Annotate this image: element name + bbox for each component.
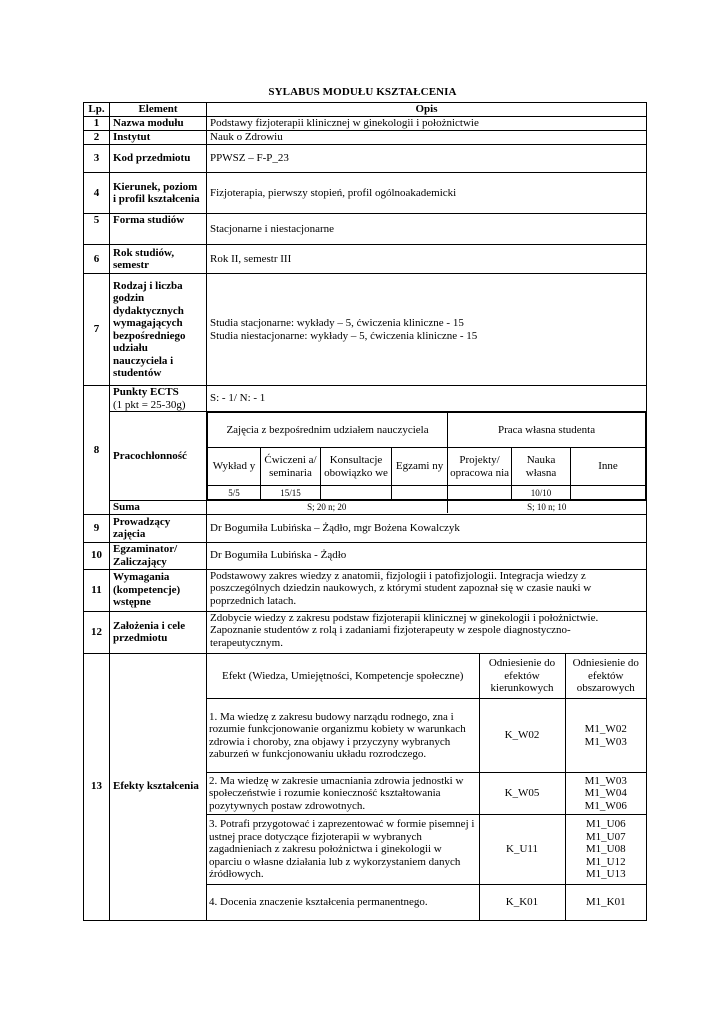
effect-row xyxy=(207,773,646,815)
value-exams xyxy=(392,486,448,500)
row-10 xyxy=(84,542,647,569)
obsz-code: M1_W02 xyxy=(584,723,627,735)
row-value: Stacjonarne i niestacjonarne xyxy=(207,214,647,245)
col-lectures: Wykład y xyxy=(208,448,261,486)
hours-stationary: Studia stacjonarne: wykłady – 5, ćwiczenia kliniczne - 15 xyxy=(210,317,464,329)
row-label: Prowadzący zajęcia xyxy=(110,514,207,542)
obsz-code: M1_U12 xyxy=(585,855,626,868)
row-label: Kierunek, poziom i profil kształcenia xyxy=(110,173,207,214)
row-label: Egzaminator/ Zaliczający xyxy=(110,542,207,569)
syllabus-table xyxy=(83,102,647,921)
header-lp: Lp. xyxy=(84,103,110,117)
row-label: Rodzaj i liczba godzin dydaktycznych wymagających bezpośredniego udziału nauczyciela i studentów xyxy=(110,274,207,386)
effect-obsz xyxy=(565,773,646,815)
row-8-workload xyxy=(84,412,647,501)
row-value: Podstawy fizjoterapii klinicznej w ginekologii i położnictwie xyxy=(207,117,647,131)
effects-table xyxy=(207,654,646,920)
row-label: Kod przedmiotu xyxy=(110,145,207,173)
row-label: Założenia i cele przedmiotu xyxy=(110,611,207,653)
value-consultations xyxy=(321,486,392,500)
row-13 xyxy=(84,653,647,920)
col-projects: Projekty/ opracowa nia xyxy=(448,448,512,486)
row-value: Dr Bogumiła Lubińska – Żądło, mgr Bożena Kowalczyk xyxy=(207,514,647,542)
ects-label: Punkty ECTS xyxy=(113,386,179,398)
effect-row xyxy=(207,815,646,885)
effect-row xyxy=(207,885,646,920)
effect-kier: K_W05 xyxy=(479,773,565,815)
sum-label: Suma xyxy=(110,501,207,515)
row-number: 8 xyxy=(84,386,110,515)
value-self-study: 10/10 xyxy=(512,486,571,500)
row-number: 11 xyxy=(84,569,110,611)
effect-text: 1. Ma wiedzę z zakresu budowy narządu rodnego, zna i rozumie funkcjonowanie organizmu kobiety w warunkach zdrowia i choroby, zna objawy i przyczyny wybranych zaburzeń w funkcjonowaniu układu rozrodczego. xyxy=(207,699,479,773)
row-number: 5 xyxy=(84,214,110,245)
row-number: 12 xyxy=(84,611,110,653)
header-row xyxy=(84,103,647,117)
row-7 xyxy=(84,274,647,386)
row-label: Forma studiów xyxy=(110,214,207,245)
obsz-code: M1_K01 xyxy=(585,896,626,908)
row-number: 1 xyxy=(84,117,110,131)
effect-row xyxy=(207,699,646,773)
row-2 xyxy=(84,131,647,145)
obsz-code: M1_U06 xyxy=(585,818,626,831)
row-value xyxy=(207,274,647,386)
hours-nonstationary: Studia niestacjonarne: wykłady – 5, ćwiczenia kliniczne - 15 xyxy=(210,329,478,342)
row-8-ects xyxy=(84,386,647,412)
row-label: Instytut xyxy=(110,131,207,145)
row-12 xyxy=(84,611,647,653)
row-1 xyxy=(84,117,647,131)
workload-table xyxy=(207,412,646,500)
ects-value: S: - 1/ N: - 1 xyxy=(207,386,647,412)
row-label: Nazwa modułu xyxy=(110,117,207,131)
row-value: Zdobycie wiedzy z zakresu podstaw fizjoterapii klinicznej w ginekologii i położnictwie. Zapoznanie studentów z rolą i zadaniami fizjoterapeuty w zespole diagnostyczno-terapeutycznym. xyxy=(207,611,647,653)
value-other xyxy=(571,486,646,500)
col-consultations: Konsultacje obowiązko we xyxy=(321,448,392,486)
ects-sub: (1 pkt = 25-30g) xyxy=(113,398,186,411)
workload-table-cell xyxy=(207,412,647,501)
row-6 xyxy=(84,245,647,274)
obsz-code: M1_W03 xyxy=(584,774,627,787)
workload-label: Pracochłonność xyxy=(110,412,207,501)
col-effect-header: Efekt (Wiedza, Umiejętności, Kompetencje społeczne) xyxy=(207,654,479,699)
header-element: Element xyxy=(110,103,207,117)
row-value: Fizjoterapia, pierwszy stopień, profil ogólnoakademicki xyxy=(207,173,647,214)
col-kier-header: Odniesienie do efektów kierunkowych xyxy=(479,654,565,699)
header-opis: Opis xyxy=(207,103,647,117)
row-value: PPWSZ – F-P_23 xyxy=(207,145,647,173)
effect-obsz xyxy=(565,699,646,773)
row-number: 2 xyxy=(84,131,110,145)
col-obsz-header: Odniesienie do efektów obszarowych xyxy=(565,654,646,699)
sum-direct: S; 20 n; 20 xyxy=(207,501,447,513)
obsz-code: M1_W06 xyxy=(584,799,627,812)
row-value: Dr Bogumiła Lubińska - Żądło xyxy=(207,542,647,569)
row-number: 10 xyxy=(84,542,110,569)
col-exams: Egzami ny xyxy=(392,448,448,486)
row-value: Podstawowy zakres wiedzy z anatomii, fizjologii i patofizjologii. Integracja wiedzy z poszczególnych dziedzin naukowych, z którymi student zapoznał się w czasie nauki w poprzednich latach. xyxy=(207,569,647,611)
row-label: Rok studiów, semestr xyxy=(110,245,207,274)
row-number: 7 xyxy=(84,274,110,386)
effect-kier: K_K01 xyxy=(479,885,565,920)
obsz-code: M1_U08 xyxy=(585,843,626,856)
ects-label-cell xyxy=(110,386,207,412)
row-number: 4 xyxy=(84,173,110,214)
row-8-sum xyxy=(84,501,647,515)
col-exercises: Ćwiczeni a/ seminaria xyxy=(261,448,321,486)
value-projects xyxy=(448,486,512,500)
row-value: Rok II, semestr III xyxy=(207,245,647,274)
col-other: Inne xyxy=(571,448,646,486)
col-self-study: Nauka własna xyxy=(512,448,571,486)
group-self-header: Praca własna studenta xyxy=(448,413,646,448)
sum-table xyxy=(207,501,646,513)
row-label: Wymagania (kompetencje) wstępne xyxy=(110,569,207,611)
row-number: 9 xyxy=(84,514,110,542)
row-11 xyxy=(84,569,647,611)
effect-kier: K_W02 xyxy=(479,699,565,773)
row-3 xyxy=(84,145,647,173)
value-exercises: 15/15 xyxy=(261,486,321,500)
obsz-code: M1_U07 xyxy=(585,830,626,843)
document-title: SYLABUS MODUŁU KSZTAŁCENIA xyxy=(268,86,457,98)
effects-table-cell xyxy=(207,653,647,920)
obsz-code: M1_W03 xyxy=(584,735,627,748)
row-4 xyxy=(84,173,647,214)
row-value: Nauk o Zdrowiu xyxy=(207,131,647,145)
row-label: Efekty kształcenia xyxy=(110,653,207,920)
sum-self: S; 10 n; 10 xyxy=(447,501,646,513)
value-lectures: 5/5 xyxy=(208,486,261,500)
effect-obsz xyxy=(565,815,646,885)
row-number: 13 xyxy=(84,653,110,920)
row-number: 3 xyxy=(84,145,110,173)
row-9 xyxy=(84,514,647,542)
row-5 xyxy=(84,214,647,245)
obsz-code: M1_W04 xyxy=(584,787,627,800)
row-number: 6 xyxy=(84,245,110,274)
effect-obsz xyxy=(565,885,646,920)
effect-kier: K_U11 xyxy=(479,815,565,885)
group-direct-header: Zajęcia z bezpośrednim udziałem nauczyciela xyxy=(208,413,448,448)
effect-text: 4. Docenia znaczenie kształcenia permanentnego. xyxy=(207,885,479,920)
effect-text: 3. Potrafi przygotować i zaprezentować w formie pisemnej i ustnej prace dotyczące fizjoterapii w wybranych zagadnieniach z zakresu położnictwa i ginekologii w oparciu o własne działania lub z wykorzystaniem danych źródłowych. xyxy=(207,815,479,885)
effect-text: 2. Ma wiedzę w zakresie umacniania zdrowia jednostki w społeczeństwie i rozumie konieczność kształtowania pozytywnych postaw zdrowotnych. xyxy=(207,773,479,815)
obsz-code: M1_U13 xyxy=(585,868,626,881)
sum-table-cell xyxy=(207,501,647,515)
